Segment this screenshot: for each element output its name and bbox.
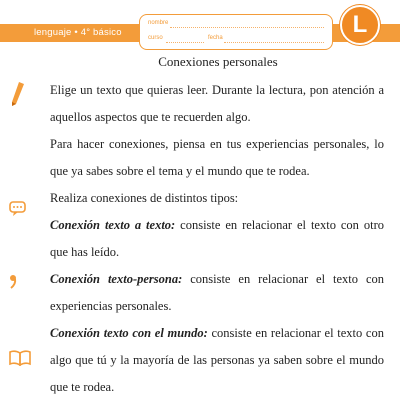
intro-line-1: Elige un texto que quieras leer. Durante la lectura, pon atención a — [50, 83, 384, 97]
connection-type-text-to-text — [50, 212, 384, 239]
nombre-label: nombre — [148, 20, 169, 26]
connection-term: Conexión texto con el mundo: — [50, 326, 208, 340]
curso-label: curso — [148, 35, 163, 41]
open-book-icon — [9, 350, 31, 366]
connection-definition: consiste en relacionar el texto con — [182, 272, 384, 286]
instructions-body — [50, 77, 384, 401]
connection-term: Conexión texto-persona: — [50, 272, 183, 286]
reflect-line-1: Para hacer conexiones, piensa en tus experiencias personales, lo — [50, 137, 384, 151]
connection-definition: consiste en relacionar el texto con otro — [175, 218, 384, 232]
connection-definition-continued: experiencias personales. — [50, 299, 172, 313]
pencil-icon — [9, 80, 27, 108]
connection-definition-continued: algo que tú y la mayoría de las personas ya saben sobre el mundo — [50, 353, 384, 367]
nombre-field[interactable] — [170, 27, 324, 28]
curso-field[interactable] — [166, 42, 204, 43]
connection-term: Conexión texto a texto: — [50, 218, 176, 232]
fecha-label: fecha — [208, 35, 223, 41]
subject-grade-label: lenguaje • 4° básico — [34, 27, 122, 38]
connection-definition: consiste en relacionar el texto con — [207, 326, 384, 340]
fecha-field[interactable] — [224, 42, 324, 43]
unit-letter-badge: L — [340, 5, 380, 45]
comma-icon — [9, 274, 19, 290]
intro-line-2: aquellos aspectos que te recuerden algo. — [50, 110, 251, 124]
reflect-line-2: que ya sabes sobre el tema y el mundo que te rodea. — [50, 164, 310, 178]
connection-type-text-to-world — [50, 320, 384, 347]
instruction-line: Realiza conexiones de distintos tipos: — [50, 191, 239, 205]
page-title: Conexiones personales — [158, 54, 278, 69]
student-info-box — [139, 14, 333, 50]
connection-definition-continued: que has leído. — [50, 245, 120, 259]
connection-type-text-to-self — [50, 266, 384, 293]
speech-bubble-icon — [9, 200, 27, 218]
connection-definition-continued: que te rodea. — [50, 380, 115, 394]
